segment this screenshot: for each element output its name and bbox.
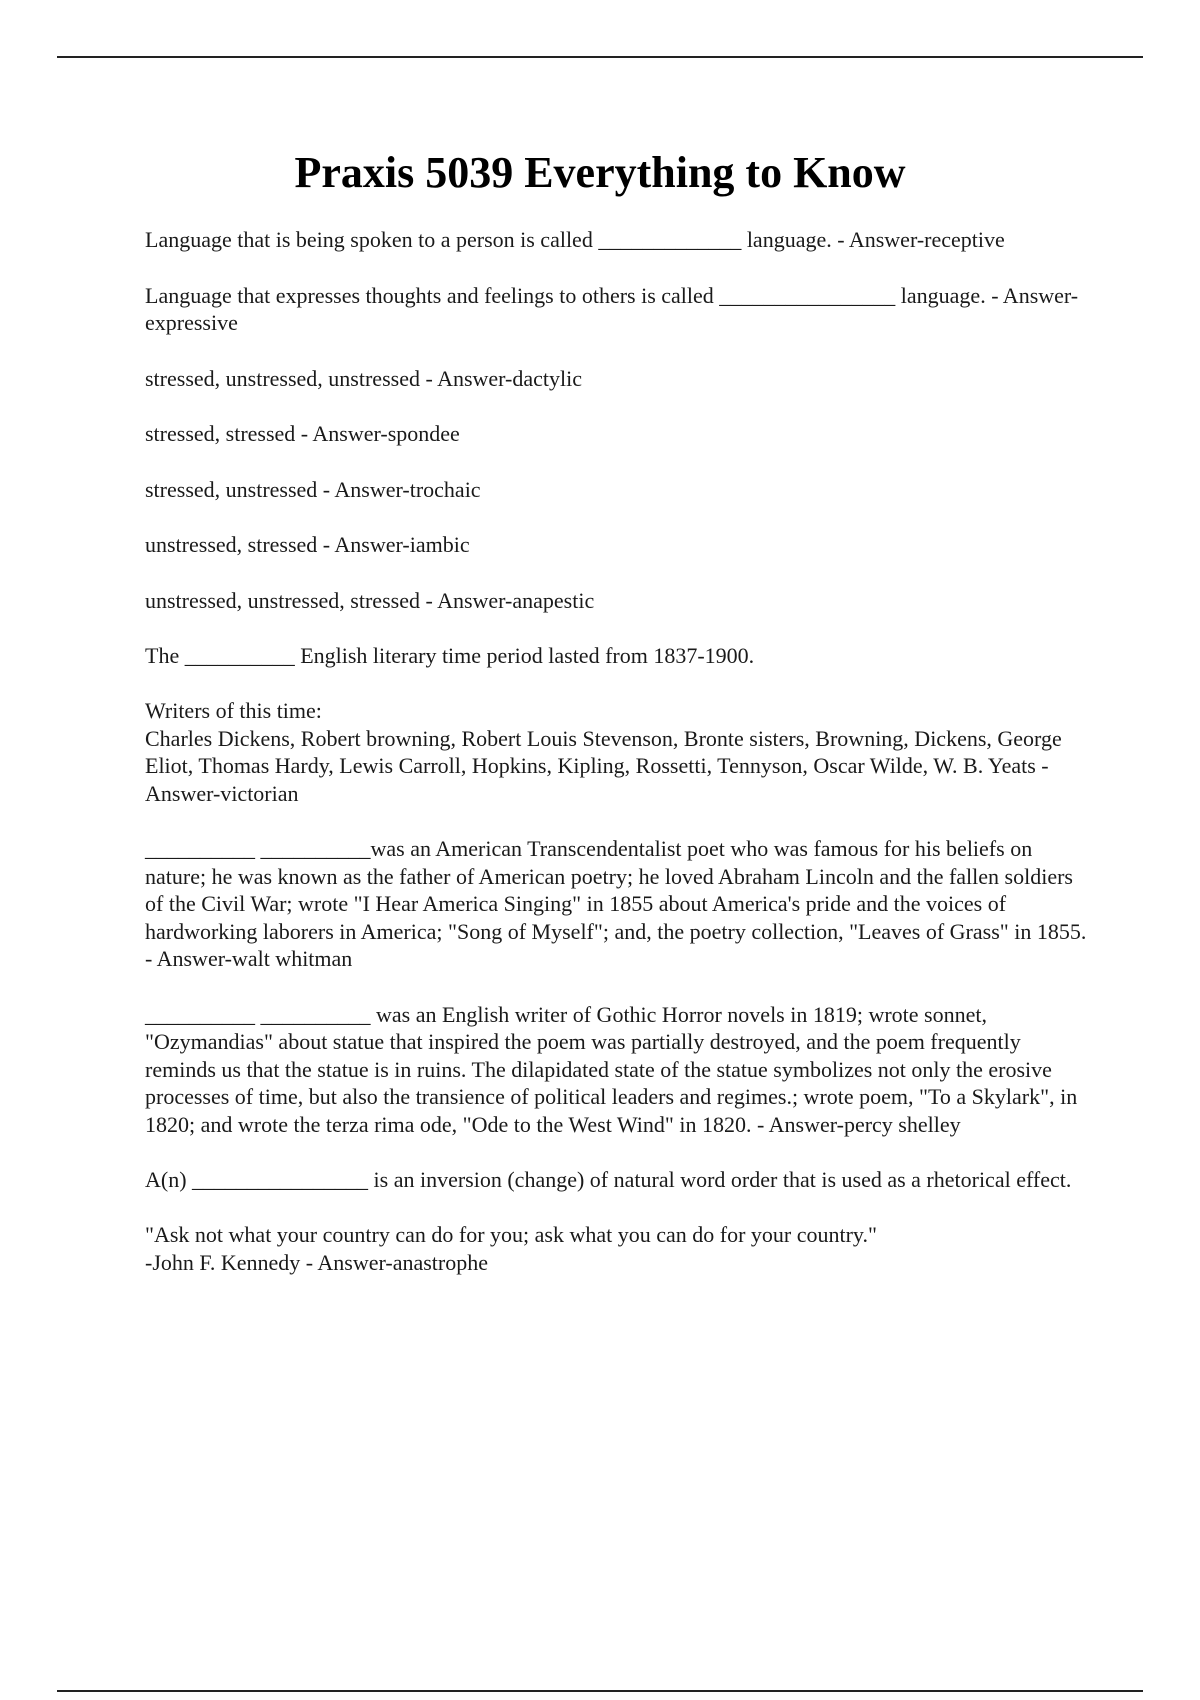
qa-item-walt-whitman: __________ __________was an American Transcendentalist poet who was famous for his beliefs on nature; he was known as the father of American poetry; he loved Abraham Lincoln and the fallen soldiers of the Civil War; wrote "I Hear America Singing" in 1855 about America's pride and the voices of hardworking laborers in America; "Song of Myself"; and, the poetry collection, "Leaves of Grass" in 1855. - Answer-walt whitman (145, 836, 1087, 971)
qa-item-expressive: Language that expresses thoughts and feelings to others is called ________________ language. - Answer-expressive (145, 282, 1079, 335)
qa-item-anapestic: unstressed, unstressed, stressed - Answer-anapestic (145, 587, 595, 613)
qa-item-victorian: The __________ English literary time period lasted from 1837-1900. Writers of this time: Charles Dickens, Robert browning, Robert Louis Stevenson, Bronte sisters, Browning, Dickens, George Eliot, Thomas Hardy, Lewis Carroll, Hopkins, Kipling, Rossetti, Tennyson, Oscar Wilde, W. B. Yeats - Answer-victorian (145, 643, 1062, 806)
qa-item-trochaic: stressed, unstressed - Answer-trochaic (145, 476, 481, 502)
qa-item-iambic: unstressed, stressed - Answer-iambic (145, 532, 470, 557)
bottom-rule (57, 1690, 1143, 1692)
document-body (145, 226, 1095, 1304)
qa-item-dactylic: stressed, unstressed, unstressed - Answer-dactylic (145, 365, 583, 391)
qa-item-receptive: Language that is being spoken to a person is called _____________ language. - Answer-receptive (145, 227, 1005, 252)
qa-item-percy-shelley: __________ __________ was an English writer of Gothic Horror novels in 1819; wrote sonnet, "Ozymandias" about statue that inspired the poem was partially destroyed, and the poem frequently reminds us that the statue is in ruins. The dilapidated state of the statue symbolizes not only the erosive processes of time, but also the transience of political leaders and regimes.; wrote poem, "To a Skylark", in 1820; and wrote the terza rima ode, "Ode to the West Wind" in 1820. - Answer-percy shelley (145, 1001, 1078, 1137)
qa-item-spondee: stressed, stressed - Answer-spondee (145, 421, 460, 446)
document-title: Praxis 5039 Everything to Know (294, 148, 906, 197)
top-rule (57, 56, 1143, 58)
qa-item-anastrophe: A(n) ________________ is an inversion (change) of natural word order that is used as a rhetorical effect. "Ask not what your country can do for you; ask what you can do for your country." -John F. Kennedy - Answer-anastrophe (145, 1167, 1072, 1275)
